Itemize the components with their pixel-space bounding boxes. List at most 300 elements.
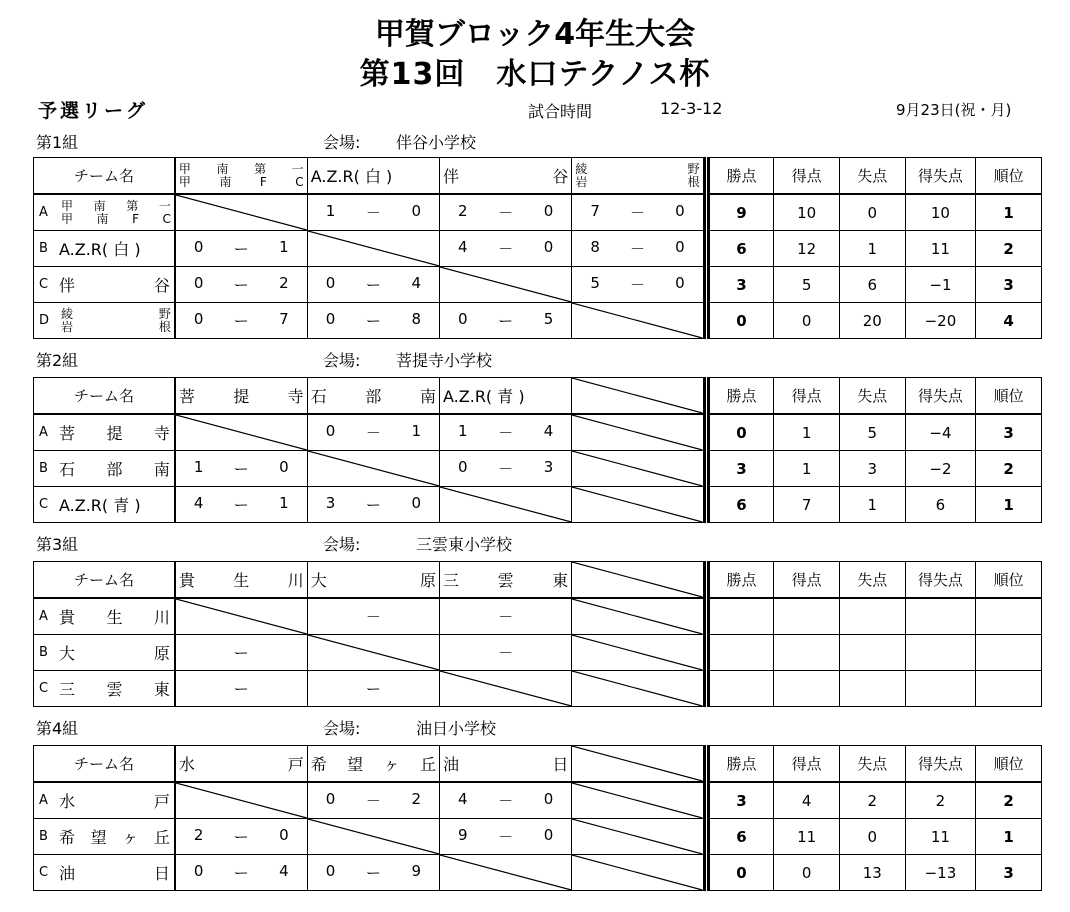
column-name: 菩 提 寺 [178,387,304,406]
score-home: 0 [458,310,468,328]
points-header: 勝点 [708,378,774,415]
goal-diff-cell: −2 [905,451,976,487]
team-name-text: 菩 提 寺 [59,424,170,443]
match-result-cell [175,414,307,451]
points-cell [708,635,774,671]
team-name-cell [34,855,175,891]
score-home: 2 [458,202,468,220]
goal-diff-cell: 11 [905,819,976,855]
match-result-cell [307,819,439,855]
team-letter: B [39,461,48,476]
diagonal-line [572,562,702,597]
score-separator: － [365,424,381,442]
points-cell: 9 [708,194,774,231]
rank-cell: 4 [976,303,1042,339]
goal-diff-cell: −1 [905,267,976,303]
match-result-cell [307,267,439,303]
match-result-cell [440,598,572,635]
column-name: 石 部 南 [310,387,436,406]
rank-cell [976,671,1042,707]
goals-for-cell [774,671,840,707]
opponent-column-header [440,158,572,195]
column-name-two-line: 甲 南 第 一 甲 南 F C [178,161,304,189]
score-dash: ー [365,680,381,698]
points-cell: 3 [708,451,774,487]
column-name: 大 原 [310,571,437,590]
points-cell: 3 [708,267,774,303]
score-away: 9 [411,862,421,880]
team-name-cell [34,303,175,339]
goals-for-cell: 7 [774,487,840,523]
header-row [34,158,1042,195]
match-result-cell [440,414,572,451]
score-home: 5 [590,274,600,292]
score-away: 0 [279,458,289,476]
match-score [176,458,307,479]
score-away: 3 [543,458,554,476]
score-dash: ー [233,644,249,662]
points-header: 勝点 [708,746,774,783]
goal-diff-cell [905,635,976,671]
match-score [308,274,439,295]
team-name [34,855,174,890]
match-result-cell [307,231,439,267]
score-home: 0 [193,862,204,880]
opponent-column-header [572,746,704,783]
diagonal-line [176,599,307,634]
match-result-cell [572,267,704,303]
score-home: 4 [193,494,204,512]
venue-name: 伴谷小学校 [396,133,477,152]
team-row [34,855,1042,891]
team-letter: D [39,313,50,328]
points-cell: 0 [708,855,774,891]
match-result-cell [572,635,704,671]
opponent-column-header [307,378,439,415]
score-separator: ー [365,276,381,294]
team-letter: C [39,865,49,880]
goal-diff-header: 得失点 [905,746,976,783]
score-away: 7 [279,310,289,328]
team-name-cell [34,635,175,671]
goal-diff-header: 得失点 [905,378,976,415]
match-score [572,238,702,259]
group-table [33,157,1042,339]
header-row [34,378,1042,415]
score-home: 0 [325,790,336,808]
team-row [34,671,1042,707]
diagonal-line [572,635,702,670]
goals-for-cell: 1 [774,451,840,487]
opponent-column-header [175,562,307,599]
match-result-cell [572,782,704,819]
column-name-two-line: 綾 野 岩 根 [575,161,700,189]
score-dash: － [498,608,514,626]
points-cell: 0 [708,414,774,451]
score-home: 0 [193,310,204,328]
goal-diff-cell: −13 [905,855,976,891]
score-home: 0 [325,274,336,292]
goals-for-header: 得点 [774,746,840,783]
team-name-header: チーム名 [34,746,175,783]
team-row [34,303,1042,339]
team-name-text: A.Z.R( 青 ) [59,496,141,515]
team-name [34,783,174,818]
score-away: 0 [279,826,289,844]
goals-against-cell: 3 [839,451,905,487]
match-result-cell [175,598,307,635]
team-row [34,598,1042,635]
team-letter: C [39,497,49,512]
match-result-cell [175,451,307,487]
venue-name: 油日小学校 [416,719,497,738]
diagonal-line [308,451,439,486]
goals-for-cell: 0 [774,855,840,891]
column-name: 三 雲 東 [443,571,569,590]
match-result-cell [440,819,572,855]
score-away: 4 [543,422,554,440]
team-name-cell [34,451,175,487]
match-result-cell [307,598,439,635]
group-table [33,377,1042,523]
score-separator: － [629,204,645,222]
goals-for-cell: 4 [774,782,840,819]
match-score [308,310,439,331]
match-time-value: 12-3-12 [660,99,723,118]
goals-against-header: 失点 [839,562,905,599]
goals-against-cell [839,598,905,635]
team-name-cell [34,782,175,819]
column-name: A.Z.R( 白 ) [310,167,393,186]
match-result-cell [572,819,704,855]
diagonal-line [176,195,307,230]
score-separator: ー [365,496,381,514]
goal-diff-cell: 2 [905,782,976,819]
rank-header: 順位 [976,158,1042,195]
diagonal-line [308,819,439,854]
tournament-subtitle: 第13回 水口テクノス杯 [359,57,711,92]
goals-against-cell: 5 [839,414,905,451]
team-letter: C [39,681,49,696]
goal-diff-cell [905,671,976,707]
team-row [34,451,1042,487]
score-separator: － [498,828,514,846]
score-home: 0 [325,862,336,880]
points-cell: 6 [708,487,774,523]
opponent-column-header [440,378,572,415]
diagonal-line [440,487,571,522]
diagonal-line [572,783,702,818]
rank-header: 順位 [976,562,1042,599]
score-separator: － [629,276,645,294]
score-away: 2 [411,790,421,808]
venue-label: 会場: [323,133,361,152]
goal-diff-header: 得失点 [905,158,976,195]
goal-diff-cell: −20 [905,303,976,339]
column-name: 水 戸 [178,755,304,774]
team-name [34,195,174,230]
score-home: 0 [458,458,468,476]
score-dash: ー [233,680,249,698]
team-name-cell [34,671,175,707]
match-result-cell [440,303,572,339]
match-result-cell [307,194,439,231]
score-dash: － [498,644,514,662]
team-letter: B [39,829,48,844]
diagonal-line [572,487,702,522]
score-away: 0 [675,202,685,220]
group-label: 第1組 [36,133,79,152]
score-home: 7 [590,202,600,220]
goals-against-cell: 1 [839,231,905,267]
match-result-cell [175,487,307,523]
match-result-cell [440,451,572,487]
column-name: A.Z.R( 青 ) [443,387,525,406]
team-row [34,487,1042,523]
goals-for-cell: 10 [774,194,840,231]
score-away: 1 [279,494,289,512]
match-result-cell [440,782,572,819]
diagonal-line [176,783,307,818]
team-name-cell [34,231,175,267]
team-row [34,414,1042,451]
group-label: 第3組 [36,535,79,554]
match-result-cell [440,194,572,231]
header-row [34,746,1042,783]
column-name: 油 日 [443,755,569,774]
goal-diff-cell [905,598,976,635]
score-home: 0 [325,422,336,440]
score-home: 1 [458,422,468,440]
column-name: 貴 生 川 [178,571,304,590]
goals-against-cell: 1 [839,487,905,523]
goals-against-cell: 6 [839,267,905,303]
header-row [34,562,1042,599]
score-home: 0 [193,238,204,256]
team-name [34,451,174,486]
match-result-cell [175,855,307,891]
diagonal-line [572,855,702,890]
score-separator: － [498,424,514,442]
team-name-text: 油 日 [59,864,170,883]
goal-diff-cell: 11 [905,231,976,267]
match-result-cell [572,671,704,707]
match-result-cell [175,635,307,671]
goals-against-cell: 0 [839,819,905,855]
goals-for-cell: 11 [774,819,840,855]
team-row [34,635,1042,671]
match-result-cell [572,598,704,635]
match-result-cell [307,782,439,819]
diagonal-line [308,231,439,266]
goals-against-header: 失点 [839,158,905,195]
rank-cell: 1 [976,819,1042,855]
venue-label: 会場: [323,351,361,370]
score-away: 0 [411,202,421,220]
opponent-column-header [440,746,572,783]
score-away: 8 [411,310,421,328]
diagonal-line [440,671,571,706]
goals-for-cell: 0 [774,303,840,339]
team-name-cell [34,487,175,523]
score-away: 1 [279,238,289,256]
score-home: 4 [458,790,468,808]
opponent-column-header [307,746,439,783]
rank-cell: 3 [976,855,1042,891]
diagonal-line [572,451,702,486]
team-letter: A [39,793,48,808]
rank-header: 順位 [976,746,1042,783]
score-home: 4 [458,238,468,256]
score-away: 0 [543,238,554,256]
score-separator: － [498,460,514,478]
match-result-cell [175,267,307,303]
group-table [33,561,1042,707]
team-letter: B [39,645,48,660]
match-score [308,494,439,515]
match-result-cell [572,194,704,231]
venue-name: 菩提寺小学校 [396,351,493,370]
opponent-column-header [307,562,439,599]
team-name [34,415,174,450]
match-score [308,202,439,223]
team-name [34,635,174,670]
points-cell [708,598,774,635]
score-separator: － [498,792,514,810]
team-name-text: 石 部 南 [59,460,170,479]
team-name [34,267,174,302]
diagonal-line [176,415,307,450]
team-row [34,819,1042,855]
team-name-text: 三 雲 東 [59,680,170,699]
goals-for-header: 得点 [774,378,840,415]
goals-against-cell [839,635,905,671]
score-home: 3 [325,494,336,512]
score-separator: ー [233,312,249,330]
score-away: 2 [279,274,289,292]
goals-against-header: 失点 [839,378,905,415]
goals-against-header: 失点 [839,746,905,783]
opponent-column-header [572,158,704,195]
score-away: 0 [411,494,421,512]
team-name [34,231,174,266]
opponent-column-header [175,378,307,415]
opponent-column-header [572,378,704,415]
match-result-cell [572,451,704,487]
score-home: 9 [458,826,468,844]
score-separator: ー [233,496,249,514]
match-result-cell [307,671,439,707]
score-away: 0 [675,238,685,256]
points-cell [708,671,774,707]
diagonal-line [572,415,702,450]
score-separator: － [498,240,514,258]
match-score [440,790,571,811]
match-score [176,274,307,295]
match-score [440,826,571,847]
match-result-cell [307,855,439,891]
match-result-cell [572,855,704,891]
match-score [440,202,571,223]
team-name-cell [34,414,175,451]
match-result-cell [440,671,572,707]
opponent-column-header [175,746,307,783]
opponent-column-header [440,562,572,599]
match-result-cell [175,194,307,231]
match-result-cell [440,635,572,671]
match-score [440,238,571,259]
team-name-cell [34,267,175,303]
team-letter: B [39,241,48,256]
match-score [176,494,307,515]
team-name-cell [34,819,175,855]
diagonal-line [572,746,702,781]
goals-for-cell [774,635,840,671]
team-name [34,599,174,634]
score-separator: － [365,792,381,810]
team-name-text: 伴 谷 [59,276,170,295]
rank-cell [976,598,1042,635]
match-result-cell [307,414,439,451]
goal-diff-cell: 6 [905,487,976,523]
team-row [34,231,1042,267]
opponent-column-header [175,158,307,195]
score-home: 8 [590,238,600,256]
score-separator: － [365,204,381,222]
goals-against-cell: 2 [839,782,905,819]
match-score [176,862,307,883]
score-home: 1 [193,458,204,476]
rank-cell: 2 [976,451,1042,487]
diagonal-line [572,671,702,706]
match-score [176,826,307,847]
score-separator: ー [233,460,249,478]
score-home: 1 [325,202,336,220]
match-date: 9月23日(祝・月) [896,101,1012,119]
opponent-column-header [307,158,439,195]
rank-cell [976,635,1042,671]
match-score [572,202,702,223]
goals-for-cell: 1 [774,414,840,451]
tournament-title: 甲賀ブロック4年生大会 [374,17,696,52]
score-separator: ー [233,864,249,882]
score-separator: ー [233,240,249,258]
team-name-header: チーム名 [34,378,175,415]
group-label: 第2組 [36,351,79,370]
team-name-text: 大 原 [59,644,170,663]
score-separator: ー [498,312,514,330]
match-result-cell [175,231,307,267]
venue-name: 三雲東小学校 [416,535,513,554]
score-away: 5 [543,310,554,328]
rank-cell: 2 [976,231,1042,267]
points-cell: 3 [708,782,774,819]
points-header: 勝点 [708,562,774,599]
score-separator: ー [365,864,381,882]
score-dash: － [365,608,381,626]
rank-cell: 3 [976,267,1042,303]
rank-cell: 1 [976,487,1042,523]
team-name-header: チーム名 [34,158,175,195]
group-table [33,745,1042,891]
score-away: 0 [543,826,554,844]
match-result-cell [175,782,307,819]
match-result-cell [307,487,439,523]
score-separator: ー [233,276,249,294]
score-home: 0 [325,310,336,328]
team-name-text: 綾 野 岩 根 [61,306,171,334]
diagonal-line [308,635,439,670]
